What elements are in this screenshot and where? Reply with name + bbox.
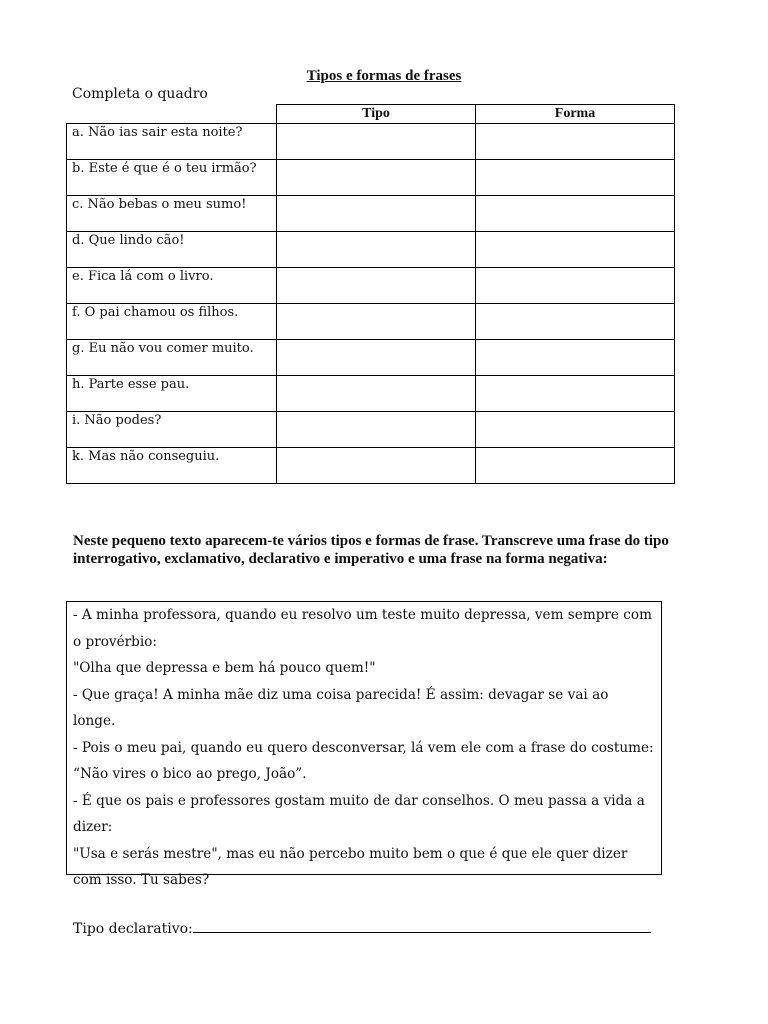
- forma-answer-cell[interactable]: [476, 448, 675, 484]
- table-row: [67, 160, 675, 196]
- text-line: - A minha professora, quando eu resolvo um teste muito depressa, vem sempre com o provérbio:: [73, 607, 652, 650]
- table-row: [67, 412, 675, 448]
- table-row: [67, 340, 675, 376]
- sentence-cell: f. O pai chamou os filhos.: [67, 304, 277, 340]
- table-row: [67, 124, 675, 160]
- sentence-cell: i. Não podes?: [67, 412, 277, 448]
- forma-answer-cell[interactable]: [476, 196, 675, 232]
- column-header-forma: Forma: [476, 105, 675, 124]
- forma-answer-cell[interactable]: [476, 340, 675, 376]
- table-header-blank: [67, 105, 277, 124]
- table-row: [67, 448, 675, 484]
- tipo-answer-cell[interactable]: [277, 448, 476, 484]
- tipo-answer-cell[interactable]: [277, 376, 476, 412]
- forma-answer-cell[interactable]: [476, 376, 675, 412]
- sentence-cell: g. Eu não vou comer muito.: [67, 340, 277, 376]
- sentence-table: [66, 104, 675, 484]
- text-line: - É que os pais e professores gostam muito de dar conselhos. O meu passa a vida a dizer:: [73, 792, 645, 835]
- table-row: [67, 232, 675, 268]
- table-row: [67, 376, 675, 412]
- sentence-cell: d. Que lindo cão!: [67, 232, 277, 268]
- text-line: - Que graça! A minha mãe diz uma coisa parecida! É assim: devagar se vai ao longe.: [73, 686, 609, 729]
- text-line: - Pois o meu pai, quando eu quero desconversar, lá vem ele com a frase do costume: “Não vires o bico ao prego, João”.: [73, 739, 654, 782]
- page-title: Tipos e formas de frases: [306, 68, 462, 84]
- instruction-complete-table: Completa o quadro: [72, 86, 208, 102]
- tipo-answer-cell[interactable]: [277, 412, 476, 448]
- answer-label-declarativo: Tipo declarativo:: [73, 921, 193, 937]
- forma-answer-cell[interactable]: [476, 268, 675, 304]
- tipo-answer-cell[interactable]: [277, 340, 476, 376]
- answer-line-declarativo[interactable]: [193, 918, 651, 933]
- forma-answer-cell[interactable]: [476, 304, 675, 340]
- tipo-answer-cell[interactable]: [277, 196, 476, 232]
- tipo-answer-cell[interactable]: [277, 124, 476, 160]
- sentence-cell: k. Mas não conseguiu.: [67, 448, 277, 484]
- text-line: "Olha que depressa e bem há pouco quem!": [73, 660, 376, 676]
- sentence-cell: b. Este é que é o teu irmão?: [67, 160, 277, 196]
- tipo-answer-cell[interactable]: [277, 160, 476, 196]
- forma-answer-cell[interactable]: [476, 412, 675, 448]
- instruction-transcribe: Neste pequeno texto aparecem-te vários tipos e formas de frase. Transcreve uma frase do tipo interrogativo, exclamativo, declarativo e imperativo e uma frase na forma negativa:: [73, 533, 669, 567]
- sentence-cell: e. Fica lá com o livro.: [67, 268, 277, 304]
- sentence-cell: c. Não bebas o meu sumo!: [67, 196, 277, 232]
- answer-row-declarativo: [73, 918, 651, 937]
- text-line: "Usa e serás mestre", mas eu não percebo muito bem o que é que ele quer dizer com isso. Tu sabes?: [73, 845, 628, 888]
- sentence-cell: a. Não ias sair esta noite?: [67, 124, 277, 160]
- table-row: [67, 304, 675, 340]
- forma-answer-cell[interactable]: [476, 124, 675, 160]
- sentence-cell: h. Parte esse pau.: [67, 376, 277, 412]
- column-header-tipo: Tipo: [277, 105, 476, 124]
- text-box: [66, 601, 662, 888]
- tipo-answer-cell[interactable]: [277, 304, 476, 340]
- tipo-answer-cell[interactable]: [277, 268, 476, 304]
- forma-answer-cell[interactable]: [476, 160, 675, 196]
- tipo-answer-cell[interactable]: [277, 232, 476, 268]
- table-header-row: [67, 105, 675, 124]
- table-row: [67, 196, 675, 232]
- table-row: [67, 268, 675, 304]
- forma-answer-cell[interactable]: [476, 232, 675, 268]
